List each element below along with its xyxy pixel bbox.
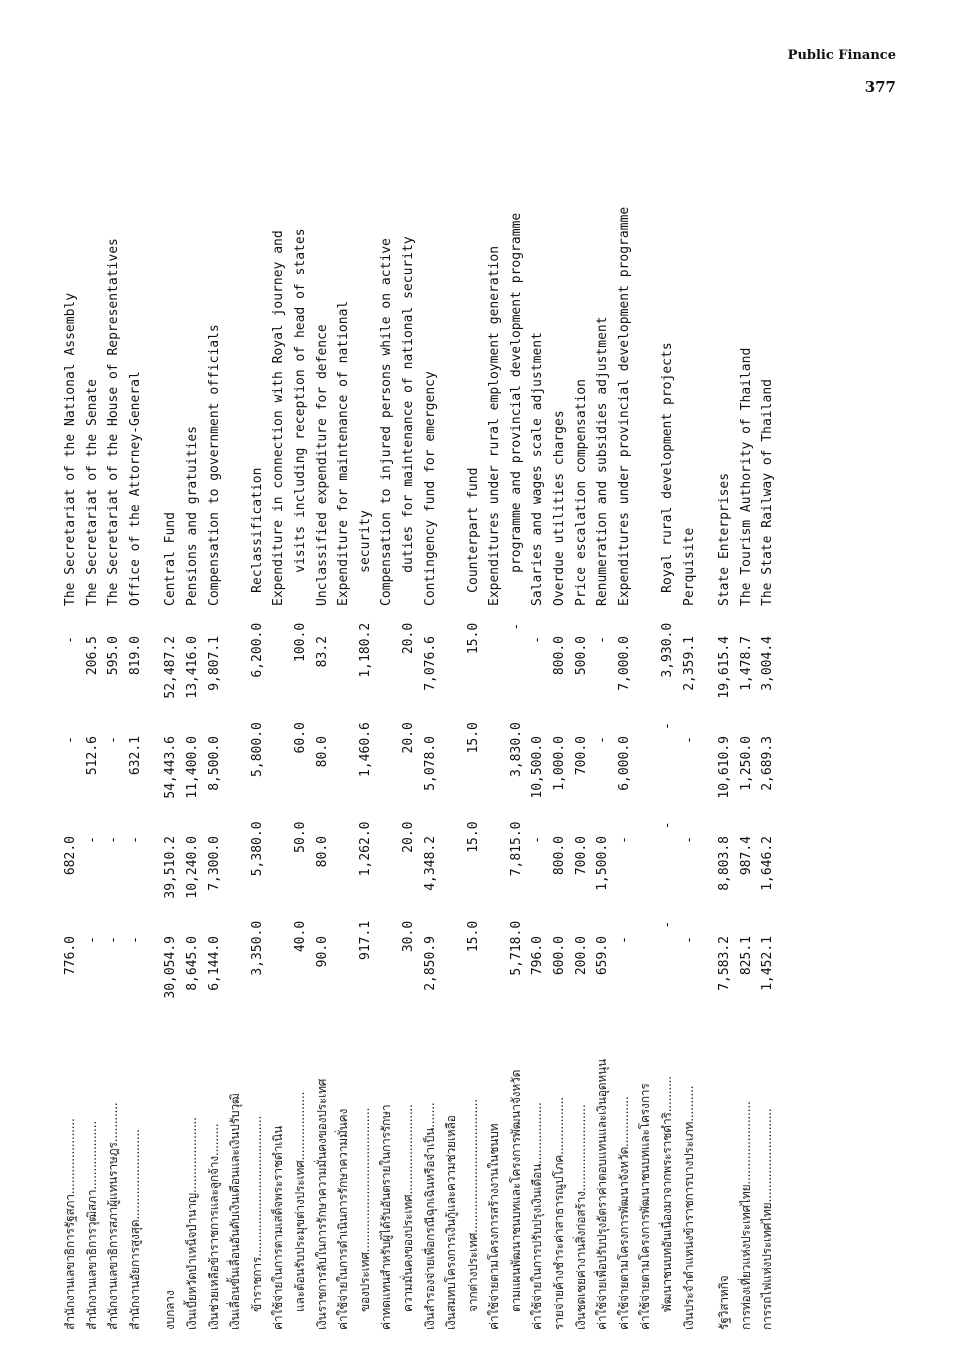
value-col-2: 8,803.8 [717,836,733,891]
value-col-4: 1,478.7 [738,636,754,691]
table-row [376,140,398,1330]
value-col-3: 1,000.0 [552,736,568,791]
english-label: The Secretariat of the Senate [84,379,100,606]
english-label: Pensions and gratuities [184,425,200,606]
value-col-2: - [84,836,100,844]
value-col-2: 39,510.2 [163,836,179,899]
value-col-2: 1,500.0 [595,836,611,891]
table-row [441,140,463,1330]
thai-label: เงินเลื่อนขั้นเลื่อนอันดับเงินเดือนและเงินปรับวุฒิ [228,1093,243,1330]
value-col-2: - [127,836,143,844]
english-label: Counterpart fund [465,467,481,593]
table-row [757,140,779,1330]
value-col-4: 819.0 [127,636,143,676]
english-label: Renumeration and subsidies adjustment [595,316,611,606]
thai-label: สำนักงานเลขาธิการรัฐสภา..................... [63,1118,77,1330]
table-row [571,140,593,1330]
value-col-3: 512.6 [84,736,100,776]
table-row [484,140,506,1330]
value-col-4: 2,359.1 [681,636,697,691]
thai-label: ความมั่นคงของประเทศ......................... [400,1104,415,1312]
value-col-1: 6,144.0 [206,936,222,991]
value-col-2: 10,240.0 [184,836,200,899]
thai-label: ค่าใช้จ่ายตามโครงการพัฒนาจังหวัด.............. [616,1096,631,1330]
value-col-3: 10,500.0 [530,736,546,799]
value-col-4: 52,487.2 [163,636,179,699]
thai-label: การรถไฟแห่งประเทศไทย.......................... [760,1108,775,1330]
thai-label: และต้อนรับประมุขต่างประเทศ................... [292,1091,307,1312]
value-col-3: 1,460.6 [357,722,373,777]
english-label: Unclassified expenditure for defence [314,324,330,606]
value-col-2: 7,815.0 [508,821,524,877]
value-col-4: 83.2 [314,636,330,668]
table-row [125,140,147,1330]
table-row [312,140,334,1330]
value-col-4: 9,807.1 [206,636,222,691]
thai-label: สำนักงานเลขาธิการวุฒิสภา................... [84,1121,99,1330]
value-col-3: 8,500.0 [206,736,222,791]
value-col-2: 800.0 [552,836,568,876]
value-col-2: 7,300.0 [206,836,222,891]
value-col-2: 15.0 [465,821,481,853]
value-col-2: 80.0 [314,836,330,868]
english-label: security [357,510,373,573]
table-row [420,140,442,1330]
value-col-1: 600.0 [552,936,568,976]
value-col-4: 500.0 [573,636,589,676]
thai-label: ค่าใช้จ่ายตามโครงการสร้างงานในชนบท [487,1123,502,1330]
value-col-1: 90.0 [314,936,330,968]
value-col-3: 11,400.0 [184,736,200,799]
thai-label: เงินประจำตำแหน่งข้าราชการบางประเภท.......... [681,1085,696,1330]
thai-label: เงินชดเชยค่างานสิ่งก่อสร้าง........................ [573,1104,588,1330]
english-label: The Tourism Authority of Thailand [738,347,754,606]
value-col-1: 200.0 [573,936,589,976]
value-col-4: 3,930.0 [660,622,676,678]
table-row [614,140,636,1330]
value-col-3: - [660,722,676,730]
value-col-1: - [127,936,143,944]
value-col-4: 206.5 [84,636,100,676]
value-col-4: 13,416.0 [184,636,200,699]
english-label: Expenditure for maintenance of national [336,300,352,606]
english-label: Expenditures under rural employment generation [487,245,503,606]
thai-label: รายจ่ายค้างชำระค่าสาธารณูปโภค................ [552,1097,567,1330]
value-col-1: 7,583.2 [717,936,733,991]
value-col-1: 30,054.9 [163,936,179,999]
table-row [635,140,657,1330]
thai-label: เงินสมทบโครงการเงินกู้และความช่วยเหลือ [444,1115,459,1330]
english-label: Overdue utilities charges [552,410,568,606]
table-row [736,140,758,1330]
value-col-1: 8,645.0 [184,936,200,991]
english-label: Central Fund [163,512,179,606]
value-col-2: 987.4 [738,836,754,876]
thai-label: เงินช่วยเหลือข้าราชการและลูกจ้าง......... [206,1123,221,1330]
english-label: The Secretariat of the House of Representatives [106,238,122,606]
value-col-1: 825.1 [738,936,754,976]
value-col-3: 2,689.3 [760,736,776,791]
value-col-1: 3,350.0 [249,920,265,976]
value-col-2: 50.0 [292,821,308,853]
english-label: Salaries and wages scale adjustment [530,332,546,606]
thai-label: ค่าใช้จ่ายตามโครงการพัฒนาชนบทและโครงการ [638,1083,653,1330]
value-col-2: 1,262.0 [357,821,373,877]
page-number: 377 [864,78,896,96]
value-col-3: 1,250.0 [738,736,754,791]
english-label: Perquisite [681,527,697,606]
table-row [290,140,312,1330]
value-col-1: 15.0 [465,920,481,953]
value-col-1: 2,850.9 [422,936,438,991]
table-row [506,140,528,1330]
thai-label: พัฒนาชนบทอันเนื่องมาจากพระราชดำริ.......... [660,1076,675,1312]
table-row [225,140,247,1330]
value-col-3: - [63,736,78,744]
value-col-2: - [530,836,546,844]
table-row [268,140,290,1330]
thai-label: ตามแผนพัฒนาชนบทและโครงการพัฒนาจังหวัด [508,1069,523,1312]
table-row [398,140,420,1330]
table-row [714,140,736,1330]
value-col-3: - [595,736,611,744]
table-row [527,140,549,1330]
table-row [60,140,82,1330]
value-col-4: 20.0 [400,622,416,655]
english-label: Contingency fund for emergency [422,371,438,606]
value-col-2: - [660,821,676,830]
table-row [160,140,182,1330]
value-col-2: 700.0 [573,836,589,876]
value-col-3: 6,000.0 [616,736,632,791]
thai-label: เงินราชการลับในการรักษาความมั่นคงของประเทศ [314,1078,329,1330]
english-label: Reclassification [249,467,265,593]
english-label: The Secretariat of the National Assembly [63,292,78,606]
table-row [679,140,701,1330]
thai-label: ค่าใช้จ่ายในการตามเสด็จพระราชดำเนิน [271,1125,286,1330]
table-row [103,140,125,1330]
english-label: programme and provincial development programme [508,212,524,573]
value-col-4: 1,180.2 [357,622,373,678]
value-col-4: - [63,636,78,644]
value-col-3: 60.0 [292,722,308,754]
value-col-1: 5,718.0 [508,920,524,976]
value-col-3: 700.0 [573,736,589,776]
value-col-3: 5,800.0 [249,722,265,777]
value-col-1: - [106,936,122,944]
english-label: State Enterprises [717,472,733,606]
value-col-4: 3,004.4 [760,636,776,691]
value-col-1: 917.1 [357,920,373,960]
english-label: Office of the Attorney-General [127,371,143,606]
english-label: duties for maintenance of national security [400,236,416,573]
english-label: Price escalation compensation [573,379,589,606]
table-row [182,140,204,1330]
value-col-3: 5,078.0 [422,736,438,791]
table-row [657,140,679,1330]
thai-label: ของประเทศ........................................ [357,1107,372,1312]
thai-label: รัฐวิสาหกิจ [717,1275,732,1330]
table-row [355,140,377,1330]
english-label: Royal rural development projects [660,342,676,593]
value-col-1: - [681,936,697,944]
value-col-2: 20.0 [400,821,416,853]
value-col-4: - [508,622,524,631]
value-col-3: 632.1 [127,736,143,776]
thai-label: สำนักงานเลขาธิการสภาผู้แทนราษฎร........... [106,1102,121,1330]
budget-table [60,140,779,1330]
english-label: Compensation to government officials [206,324,222,606]
thai-label: งบกลาง [163,1290,178,1330]
value-col-3: 54,443.6 [163,736,179,799]
english-label: The State Railway of Thailand [760,379,776,606]
value-col-1: 776.0 [63,936,78,976]
thai-label: ข้าราชการ....................................... [249,1115,264,1312]
value-col-4: 19,615.4 [717,636,733,699]
table-row [549,140,571,1330]
value-col-2: - [616,836,632,844]
value-col-2: 4,348.2 [422,836,438,891]
value-col-3: 15.0 [465,722,481,754]
value-col-4: 7,076.6 [422,636,438,691]
value-col-4: 15.0 [465,622,481,655]
value-col-4: 595.0 [106,636,122,676]
value-col-1: 796.0 [530,936,546,976]
english-label: Compensation to injured persons while on active [379,238,395,606]
value-col-2: - [681,836,697,844]
value-col-2: - [106,836,122,844]
table-row [82,140,104,1330]
value-col-3: - [106,736,122,744]
english-label: visits including reception of head of states [292,228,308,573]
english-label: Expenditures under provincial development programme [616,206,632,606]
english-label: Expenditure in connection with Royal journey and [271,230,287,606]
thai-label: ค่าใช้จ่ายในการดำเนินการรักษาความมั่นคง [336,1108,351,1330]
table-row [592,140,614,1330]
value-col-3: 3,830.0 [508,722,524,777]
thai-label: เงินสำรองจ่ายเพื่อกรณีฉุกเฉินหรือจำเป็น....... [422,1102,437,1330]
value-col-3: 80.0 [314,736,330,768]
thai-label: ค่าใช้จ่ายในการปรับปรุงเงินเดือน................. [530,1102,545,1330]
value-col-4: 6,200.0 [249,622,265,678]
value-col-4: 800.0 [552,636,568,676]
value-col-3: 10,610.9 [717,736,733,799]
value-col-4: - [595,636,611,644]
thai-label: ค่าใช้จ่ายเพื่อปรับปรุงอัตราค่าตอบแทนและเงินอุดหนุน [595,1058,610,1330]
value-col-4: - [530,636,546,644]
value-col-2: 1,646.2 [760,836,776,891]
value-col-3: - [681,736,697,744]
value-col-1: 40.0 [292,920,308,953]
table-row [333,140,355,1330]
value-col-4: 100.0 [292,622,308,662]
thai-label: ค่าทดแทนสำหรับผู้ได้รับอันตรายในการรักษา [379,1104,394,1330]
thai-label: การท่องเที่ยวแห่งประเทศไทย....................... [738,1101,753,1330]
table-row [204,140,226,1330]
value-col-1: 30.0 [400,920,416,953]
value-col-4: 7,000.0 [616,636,632,691]
value-col-1: - [84,936,100,944]
value-col-2: 682.0 [63,836,78,876]
value-col-1: - [616,936,632,944]
value-col-1: - [660,920,676,929]
table-row [463,140,485,1330]
value-col-3: 20.0 [400,722,416,754]
thai-label: จากต่างประเทศ..................................... [465,1099,480,1312]
value-col-1: 1,452.1 [760,936,776,991]
value-col-2: 5,380.0 [249,821,265,877]
value-col-1: 659.0 [595,936,611,976]
thai-label: สำนักงานอัยการสูงสุด......................... [127,1129,142,1330]
running-header-title: Public Finance [787,48,896,63]
table-row [247,140,269,1330]
thai-label: เงินเบี้ยหวัดบำเหน็จบำนาญ..................... [184,1117,199,1330]
